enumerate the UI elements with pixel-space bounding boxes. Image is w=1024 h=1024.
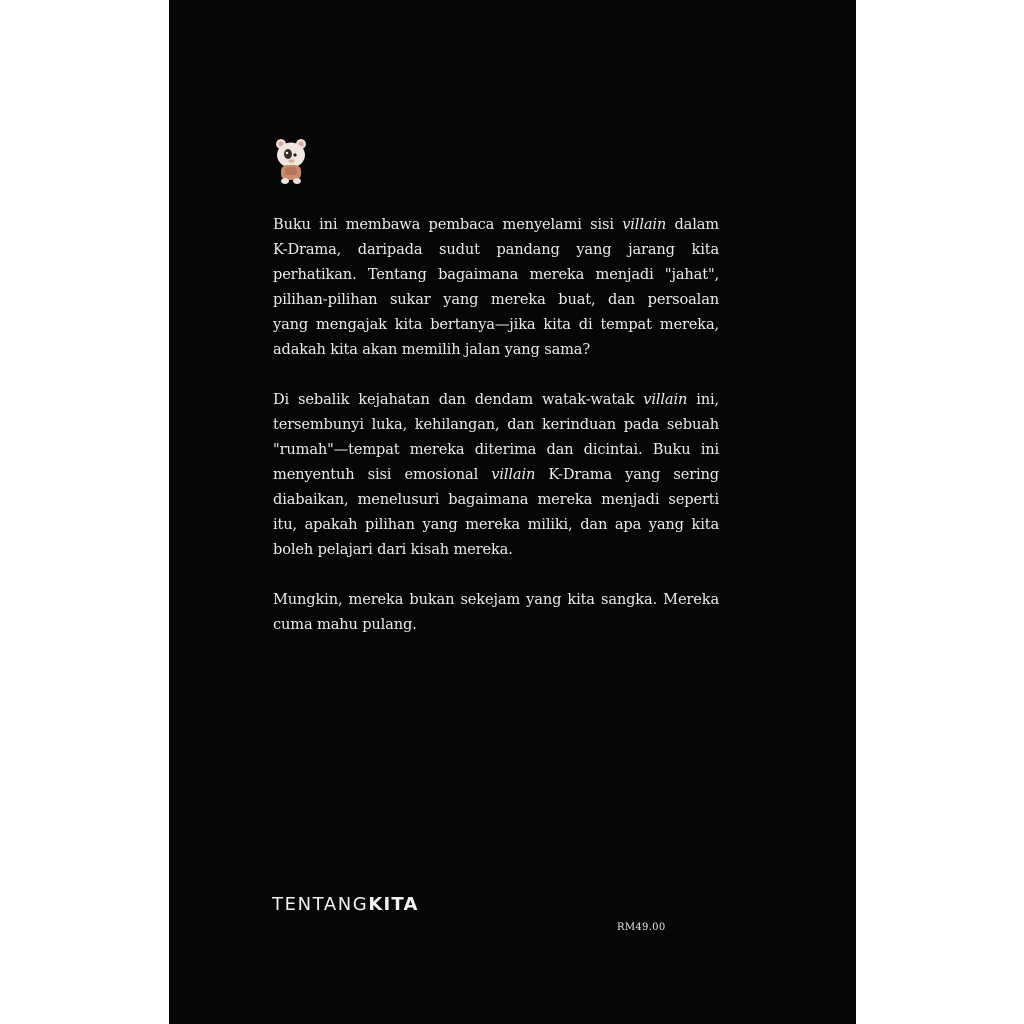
text-run: Buku ini membawa pembaca menyelami sisi xyxy=(273,216,623,233)
publisher-logo-part2: KITA xyxy=(368,894,419,915)
blurb-line: pilihan-pilihan sukar yang mereka buat, dan persoalan xyxy=(273,291,719,308)
blurb-line: adakah kita akan memilih jalan yang sama? xyxy=(273,341,591,358)
blurb-line: K-Drama, daripada sudut pandang yang jarang kita xyxy=(273,241,719,258)
blurb-paragraph-1 xyxy=(273,212,719,362)
blurb-text xyxy=(273,212,719,662)
publisher-logo-part1: TENTANG xyxy=(272,894,369,915)
blurb-line xyxy=(273,212,719,237)
blurb-line: perhatikan. Tentang bagaimana mereka menjadi "jahat", xyxy=(273,266,719,283)
text-run: dalam xyxy=(666,216,719,233)
blurb-line xyxy=(273,462,719,487)
italic-term: villain xyxy=(491,466,536,483)
italic-term: villain xyxy=(643,391,688,408)
blurb-paragraph-3 xyxy=(273,587,719,637)
blurb-line: boleh pelajari dari kisah mereka. xyxy=(273,541,513,558)
text-run: K-Drama yang sering xyxy=(535,466,719,483)
blurb-line: yang mengajak kita bertanya—jika kita di tempat mereka, xyxy=(273,316,719,333)
blurb-line: tersembunyi luka, kehilangan, dan kerinduan pada sebuah xyxy=(273,416,719,433)
italic-term: villain xyxy=(622,216,667,233)
blurb-line: itu, apakah pilihan yang mereka miliki, dan apa yang kita xyxy=(273,516,719,533)
blurb-paragraph-2 xyxy=(273,387,719,562)
blurb-line: cuma mahu pulang. xyxy=(273,616,417,633)
blurb-line: Mungkin, mereka bukan sekejam yang kita sangka. Mereka xyxy=(273,591,719,608)
text-run: menyentuh sisi emosional xyxy=(273,466,492,483)
blurb-line: diabaikan, menelusuri bagaimana mereka menjadi seperti xyxy=(273,491,719,508)
text-run: ini, xyxy=(687,391,720,408)
blurb-line xyxy=(273,387,719,412)
price-label: RM49.00 xyxy=(617,922,666,933)
book-back-cover xyxy=(169,0,856,1024)
text-run: Di sebalik kejahatan dan dendam watak-watak xyxy=(273,391,644,408)
bear-mascot-icon xyxy=(273,136,309,186)
blurb-line: "rumah"—tempat mereka diterima dan dicintai. Buku ini xyxy=(273,441,719,458)
publisher-logo xyxy=(272,894,419,915)
